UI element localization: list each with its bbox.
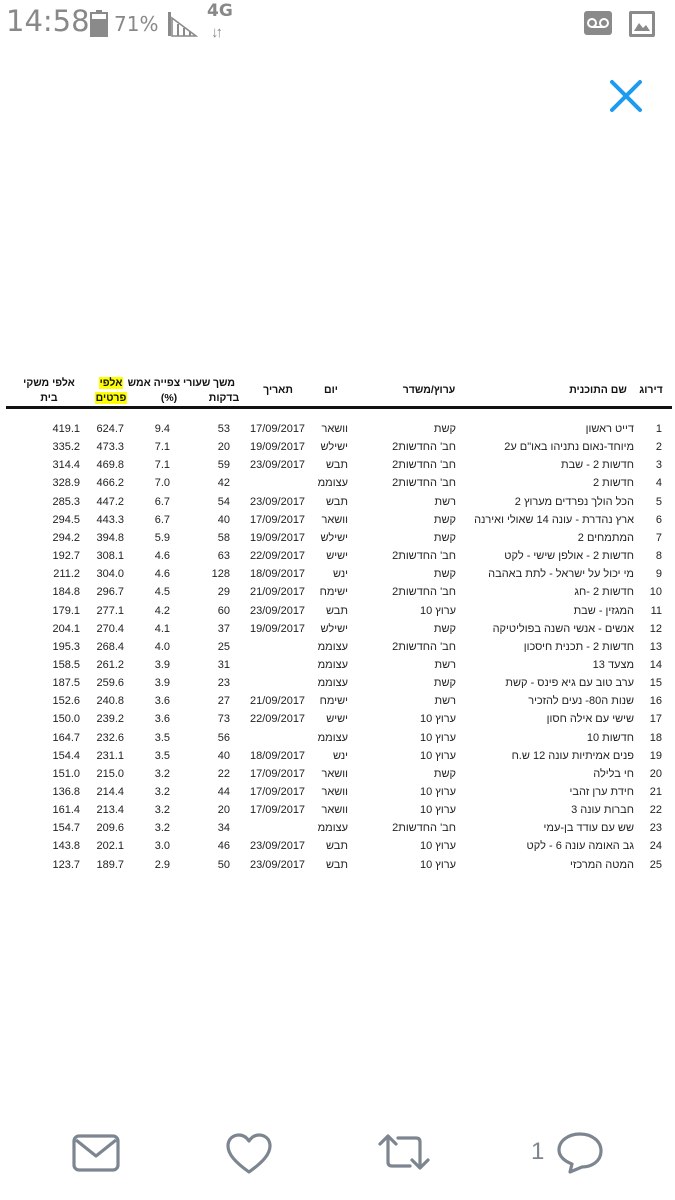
- households-cell: 151.0: [52, 767, 80, 780]
- table-row: [0, 819, 675, 837]
- header-rule: [6, 406, 672, 409]
- day-cell: וושאר: [321, 423, 348, 435]
- table-row: [0, 620, 675, 638]
- individuals-cell: 209.6: [96, 822, 124, 835]
- share-cell: 9.4: [154, 423, 170, 435]
- individuals-cell: 240.8: [96, 695, 124, 708]
- table-row: [0, 456, 675, 474]
- households-cell: 179.1: [52, 604, 80, 617]
- program-cell: דייט ראשון: [585, 423, 634, 435]
- program-cell: חדשות 2: [592, 477, 634, 490]
- program-cell: ארץ נהדרת - עונה 14 שאולי ואירנה: [474, 513, 634, 526]
- date-cell: 23/09/2017: [250, 495, 306, 508]
- day-cell: ישימח: [319, 586, 348, 599]
- battery-icon: [90, 10, 108, 37]
- duration-cell: 53: [217, 423, 230, 435]
- channel-cell: קשת: [433, 677, 456, 690]
- day-cell: עצוממ: [317, 477, 348, 490]
- individuals-cell: 239.2: [96, 713, 124, 726]
- day-cell: תבש: [326, 604, 348, 617]
- rank-cell: 11: [650, 604, 662, 617]
- header-duration-line2: בדקות: [208, 392, 240, 404]
- households-cell: 143.8: [52, 840, 80, 853]
- day-cell: ישילש: [320, 441, 348, 454]
- table-row: [0, 856, 675, 874]
- channel-cell: חב' החדשות2: [392, 459, 456, 472]
- individuals-cell: 213.4: [96, 804, 124, 817]
- duration-cell: 54: [217, 495, 230, 508]
- share-cell: 4.1: [154, 622, 170, 635]
- rank-cell: 23: [649, 822, 662, 835]
- date-cell: 23/09/2017: [250, 459, 306, 472]
- program-cell: חברות עונה 3: [571, 804, 634, 817]
- rank-cell: 24: [649, 840, 662, 853]
- header-date: תאריך: [263, 384, 293, 396]
- share-cell: 4.6: [154, 550, 170, 563]
- rank-cell: 7: [655, 531, 662, 544]
- table-row: [0, 656, 675, 674]
- header-households-line1: אלפי משקי: [23, 377, 75, 389]
- households-cell: 154.4: [52, 749, 80, 762]
- table-row: [0, 710, 675, 728]
- date-cell: 23/09/2017: [250, 840, 306, 853]
- table-row: [0, 602, 675, 620]
- households-cell: 419.1: [52, 423, 80, 435]
- households-cell: 187.5: [52, 677, 80, 690]
- day-cell: ישיש: [326, 550, 348, 563]
- date-cell: 17/09/2017: [250, 767, 306, 780]
- individuals-cell: 466.2: [96, 477, 124, 490]
- header-households-line2: בית: [40, 392, 58, 404]
- share-cell: 3.9: [154, 658, 170, 671]
- households-cell: 204.1: [52, 622, 80, 635]
- households-cell: 150.0: [52, 713, 80, 726]
- table-row: [0, 529, 675, 547]
- day-cell: וושאר: [321, 786, 348, 798]
- program-cell: חדשות 10: [586, 731, 634, 744]
- table-row: [0, 547, 675, 565]
- action-bar: [0, 1120, 675, 1190]
- individuals-cell: 270.4: [96, 622, 124, 635]
- date-cell: 21/09/2017: [250, 586, 306, 599]
- rank-cell: 8: [655, 550, 662, 563]
- rank-cell: 16: [649, 695, 662, 708]
- channel-cell: ערוץ 10: [420, 749, 456, 762]
- table-row: [0, 565, 675, 583]
- program-cell: שישי עם אילה חסון: [546, 713, 634, 726]
- header-share: [124, 376, 214, 406]
- households-cell: 164.7: [52, 731, 80, 744]
- channel-cell: קשת: [433, 568, 456, 581]
- rank-cell: 5: [655, 495, 662, 508]
- duration-cell: 40: [217, 749, 230, 762]
- share-cell: 4.6: [154, 568, 170, 581]
- table-row: [0, 747, 675, 765]
- duration-cell: 42: [217, 477, 230, 490]
- table-row: [0, 783, 675, 801]
- channel-cell: חב' החדשות2: [392, 550, 456, 563]
- share-cell: 3.2: [154, 767, 170, 780]
- share-cell: 4.0: [154, 640, 170, 653]
- table-row: [0, 420, 675, 438]
- share-cell: 6.7: [154, 513, 170, 526]
- date-cell: 23/09/2017: [250, 858, 306, 871]
- day-cell: וושאר: [321, 804, 348, 817]
- date-cell: 18/09/2017: [250, 568, 306, 581]
- rank-cell: 17: [649, 713, 662, 726]
- rank-cell: 21: [649, 786, 662, 798]
- rank-cell: 22: [649, 804, 662, 817]
- table-row: [0, 729, 675, 747]
- rank-cell: 6: [655, 513, 662, 526]
- rank-cell: 3: [655, 459, 662, 472]
- duration-cell: 56: [217, 731, 230, 744]
- day-cell: ישילש: [320, 531, 348, 544]
- table-row: [0, 493, 675, 511]
- duration-cell: 40: [217, 513, 230, 526]
- share-cell: 5.9: [154, 531, 170, 544]
- rank-cell: 19: [649, 749, 662, 762]
- households-cell: 154.7: [52, 822, 80, 835]
- individuals-cell: 268.4: [96, 640, 124, 653]
- households-cell: 328.9: [52, 477, 80, 490]
- channel-cell: ערוץ 10: [420, 858, 456, 871]
- program-cell: חדשות 2 - אולפן שישי - לקט: [504, 550, 634, 563]
- share-cell: 3.5: [154, 749, 170, 762]
- channel-cell: ערוץ 10: [420, 713, 456, 726]
- rank-cell: 9: [655, 568, 662, 581]
- channel-cell: חב' החדשות2: [392, 441, 456, 454]
- rank-cell: 13: [649, 640, 662, 653]
- households-cell: 285.3: [52, 495, 80, 508]
- program-cell: מי יכול על ישראל - לתת באהבה: [488, 568, 634, 581]
- close-icon[interactable]: [606, 76, 646, 116]
- duration-cell: 73: [217, 713, 230, 726]
- rank-cell: 15: [649, 677, 662, 690]
- header-day: יום: [324, 384, 338, 396]
- share-cell: 3.2: [154, 822, 170, 835]
- program-cell: המתמחים 2: [577, 531, 634, 544]
- channel-cell: חב' החדשות2: [392, 640, 456, 653]
- date-cell: 17/09/2017: [250, 423, 306, 435]
- program-cell: מיוחד-נאום נתניהו באו"ם ע2: [504, 441, 634, 454]
- table-row: [0, 474, 675, 492]
- day-cell: עצוממ: [317, 822, 348, 835]
- day-cell: תבש: [326, 459, 348, 472]
- individuals-cell: 215.0: [96, 767, 124, 780]
- individuals-cell: 202.1: [96, 840, 124, 853]
- individuals-cell: 308.1: [96, 550, 124, 563]
- like-icon[interactable]: [225, 1132, 273, 1176]
- duration-cell: 58: [217, 531, 230, 544]
- individuals-cell: 232.6: [96, 731, 124, 744]
- status-bar: [0, 0, 675, 46]
- channel-cell: רשת: [434, 495, 456, 508]
- individuals-cell: 277.1: [96, 604, 124, 617]
- battery-percent: 71%: [114, 12, 159, 36]
- channel-cell: ערוץ 10: [420, 731, 456, 744]
- individuals-cell: 296.7: [96, 586, 124, 599]
- households-cell: 314.4: [52, 459, 80, 472]
- households-cell: 211.2: [53, 568, 80, 581]
- program-cell: הכל הולך נפרדים מערוץ 2: [514, 495, 634, 508]
- program-cell: חדשות 2 - תכנית חיסכון: [523, 640, 634, 653]
- program-cell: מצעד 13: [592, 658, 634, 671]
- duration-cell: 50: [217, 858, 230, 871]
- rank-cell: 4: [655, 477, 662, 490]
- duration-cell: 31: [217, 658, 230, 671]
- date-cell: 18/09/2017: [250, 749, 306, 762]
- date-cell: 22/09/2017: [250, 713, 306, 726]
- share-cell: 3.2: [154, 804, 170, 817]
- table-row: [0, 765, 675, 783]
- table-row: [0, 801, 675, 819]
- day-cell: ישימח: [319, 695, 348, 708]
- duration-cell: 60: [217, 604, 230, 617]
- households-cell: 158.5: [52, 658, 80, 671]
- channel-cell: רשת: [434, 658, 456, 671]
- day-cell: וושאר: [321, 767, 348, 780]
- households-cell: 192.7: [52, 550, 80, 563]
- channel-cell: חב' החדשות2: [392, 586, 456, 599]
- date-cell: 23/09/2017: [250, 604, 306, 617]
- day-cell: עצוממ: [317, 677, 348, 690]
- duration-cell: 44: [217, 786, 230, 798]
- program-cell: גב האומה עונה 6 - לקט: [526, 840, 634, 853]
- table-row: [0, 692, 675, 710]
- program-cell: אנשים - אנשי השנה בפוליטיקה: [492, 622, 634, 635]
- table-row: [0, 511, 675, 529]
- network-arrows-icon: ↓↑: [211, 24, 220, 41]
- voicemail-icon: [583, 10, 613, 36]
- share-cell: 3.2: [154, 786, 170, 798]
- duration-cell: 37: [217, 622, 230, 635]
- day-cell: עצוממ: [317, 640, 348, 653]
- header-rank: דירוג: [639, 384, 663, 396]
- signal-icon: [166, 10, 198, 38]
- share-cell: 4.2: [154, 604, 170, 617]
- day-cell: תבש: [326, 840, 348, 853]
- individuals-cell: 304.0: [96, 568, 124, 581]
- households-cell: 161.4: [52, 804, 80, 817]
- households-cell: 123.7: [52, 858, 80, 871]
- channel-cell: קשת: [433, 531, 456, 544]
- duration-cell: 63: [217, 550, 230, 563]
- retweet-icon[interactable]: [376, 1130, 432, 1174]
- share-cell: 7.1: [154, 459, 170, 472]
- share-cell: 3.6: [154, 695, 170, 708]
- day-cell: ינש: [333, 749, 348, 762]
- channel-cell: ערוץ 10: [420, 786, 456, 798]
- rank-cell: 20: [649, 767, 662, 780]
- share-cell: 6.7: [154, 495, 170, 508]
- share-cell: 3.0: [154, 840, 170, 853]
- channel-cell: חב' החדשות2: [392, 822, 456, 835]
- program-cell: המטה המרכזי: [569, 858, 634, 871]
- day-cell: תבש: [326, 495, 348, 508]
- day-cell: ישילש: [320, 622, 348, 635]
- rank-cell: 14: [649, 658, 662, 671]
- channel-cell: רשת: [434, 695, 456, 708]
- header-households: [20, 376, 78, 406]
- day-cell: וושאר: [321, 513, 348, 526]
- individuals-cell: 624.7: [96, 423, 124, 435]
- households-cell: 184.8: [52, 586, 80, 599]
- rank-cell: 1: [655, 423, 662, 435]
- channel-cell: קשת: [433, 513, 456, 526]
- header-program: שם התוכנית: [569, 384, 627, 396]
- individuals-cell: 259.6: [96, 677, 124, 690]
- reply-icon[interactable]: [556, 1130, 604, 1174]
- day-cell: ינש: [333, 568, 348, 581]
- date-cell: 19/09/2017: [250, 531, 306, 544]
- households-cell: 136.8: [52, 786, 80, 798]
- day-cell: תבש: [326, 858, 348, 871]
- program-cell: שנות ה80- נעים להזכיר: [528, 695, 634, 708]
- day-cell: עצוממ: [317, 731, 348, 744]
- table-row: [0, 438, 675, 456]
- program-cell: המגזין - שבת: [573, 604, 634, 617]
- households-cell: 195.3: [52, 640, 80, 653]
- duration-cell: 29: [217, 586, 230, 599]
- share-cell: 3.6: [154, 713, 170, 726]
- individuals-cell: 214.4: [96, 786, 124, 798]
- individuals-cell: 394.8: [96, 531, 124, 544]
- table-row: [0, 583, 675, 601]
- duration-cell: 27: [217, 695, 230, 708]
- header-duration-line1: משך: [212, 377, 236, 389]
- duration-cell: 34: [217, 822, 230, 835]
- channel-cell: חב' החדשות2: [392, 477, 456, 490]
- individuals-cell: 447.2: [96, 495, 124, 508]
- duration-cell: 20: [217, 804, 230, 817]
- duration-cell: 22: [217, 767, 230, 780]
- share-cell: 2.9: [154, 858, 170, 871]
- channel-cell: קשת: [433, 423, 456, 435]
- table-row: [0, 638, 675, 656]
- header-individuals-line2: פרטים: [95, 392, 127, 404]
- share-cell: 3.9: [154, 677, 170, 690]
- program-cell: שש עם עודד בן-עמי: [543, 822, 634, 835]
- channel-cell: קשת: [433, 622, 456, 635]
- share-cell: 3.5: [154, 731, 170, 744]
- program-cell: פנים אמיתיות עונה 12 ש.ח: [511, 749, 634, 762]
- individuals-cell: 231.1: [96, 749, 124, 762]
- program-cell: חי בלילה: [593, 767, 634, 780]
- reply-count: 1: [531, 1138, 545, 1165]
- duration-cell: 23: [217, 677, 230, 690]
- channel-cell: ערוץ 10: [420, 604, 456, 617]
- share-cell: 4.5: [154, 586, 170, 599]
- households-cell: 294.2: [52, 531, 80, 544]
- program-cell: חדשות 2 - שבת: [560, 459, 634, 472]
- rank-cell: 25: [649, 858, 662, 871]
- individuals-cell: 261.2: [96, 658, 124, 671]
- gallery-icon: [628, 10, 656, 38]
- channel-cell: ערוץ 10: [420, 840, 456, 853]
- program-cell: ערב טוב עם גיא פינס - קשת: [505, 677, 634, 690]
- header-duration: [202, 376, 246, 406]
- duration-cell: 59: [217, 459, 230, 472]
- date-cell: 19/09/2017: [250, 441, 306, 454]
- rank-cell: 12: [649, 622, 662, 635]
- households-cell: 152.6: [52, 695, 80, 708]
- share-cell: 7.0: [154, 477, 170, 490]
- individuals-cell: 189.7: [96, 858, 124, 871]
- rank-cell: 18: [649, 731, 662, 744]
- share-cell: 7.1: [154, 441, 170, 454]
- date-cell: 19/09/2017: [250, 622, 306, 635]
- program-cell: חדשות 2 -חג: [574, 586, 634, 599]
- header-share-line1: שעורי צפייה אמש: [127, 377, 211, 389]
- date-cell: 21/09/2017: [250, 695, 306, 708]
- table-row: [0, 837, 675, 855]
- header-channel: ערוץ/משדר: [402, 384, 456, 396]
- header-share-line2: (%): [160, 392, 178, 404]
- individuals-cell: 443.3: [96, 513, 124, 526]
- duration-cell: 128: [211, 568, 230, 581]
- day-cell: עצוממ: [317, 658, 348, 671]
- table-row: [0, 674, 675, 692]
- duration-cell: 46: [217, 840, 230, 853]
- channel-cell: ערוץ 10: [420, 804, 456, 817]
- network-type: 4G: [207, 1, 233, 21]
- duration-cell: 20: [217, 441, 230, 454]
- day-cell: ישיש: [326, 713, 348, 726]
- status-time: 14:58: [6, 4, 90, 38]
- header-individuals-line1: אלפי: [99, 377, 123, 389]
- individuals-cell: 469.8: [96, 459, 124, 472]
- date-cell: 17/09/2017: [250, 804, 306, 817]
- message-icon[interactable]: [72, 1132, 120, 1174]
- households-cell: 335.2: [52, 441, 80, 454]
- duration-cell: 25: [217, 640, 230, 653]
- program-cell: חידת ערן זהבי: [569, 786, 634, 798]
- date-cell: 17/09/2017: [250, 786, 306, 798]
- rank-cell: 2: [655, 441, 662, 454]
- channel-cell: קשת: [433, 767, 456, 780]
- date-cell: 22/09/2017: [250, 550, 306, 563]
- individuals-cell: 473.3: [96, 441, 124, 454]
- ratings-table: [0, 368, 675, 888]
- date-cell: 17/09/2017: [250, 513, 306, 526]
- households-cell: 294.5: [52, 513, 80, 526]
- rank-cell: 10: [649, 586, 662, 599]
